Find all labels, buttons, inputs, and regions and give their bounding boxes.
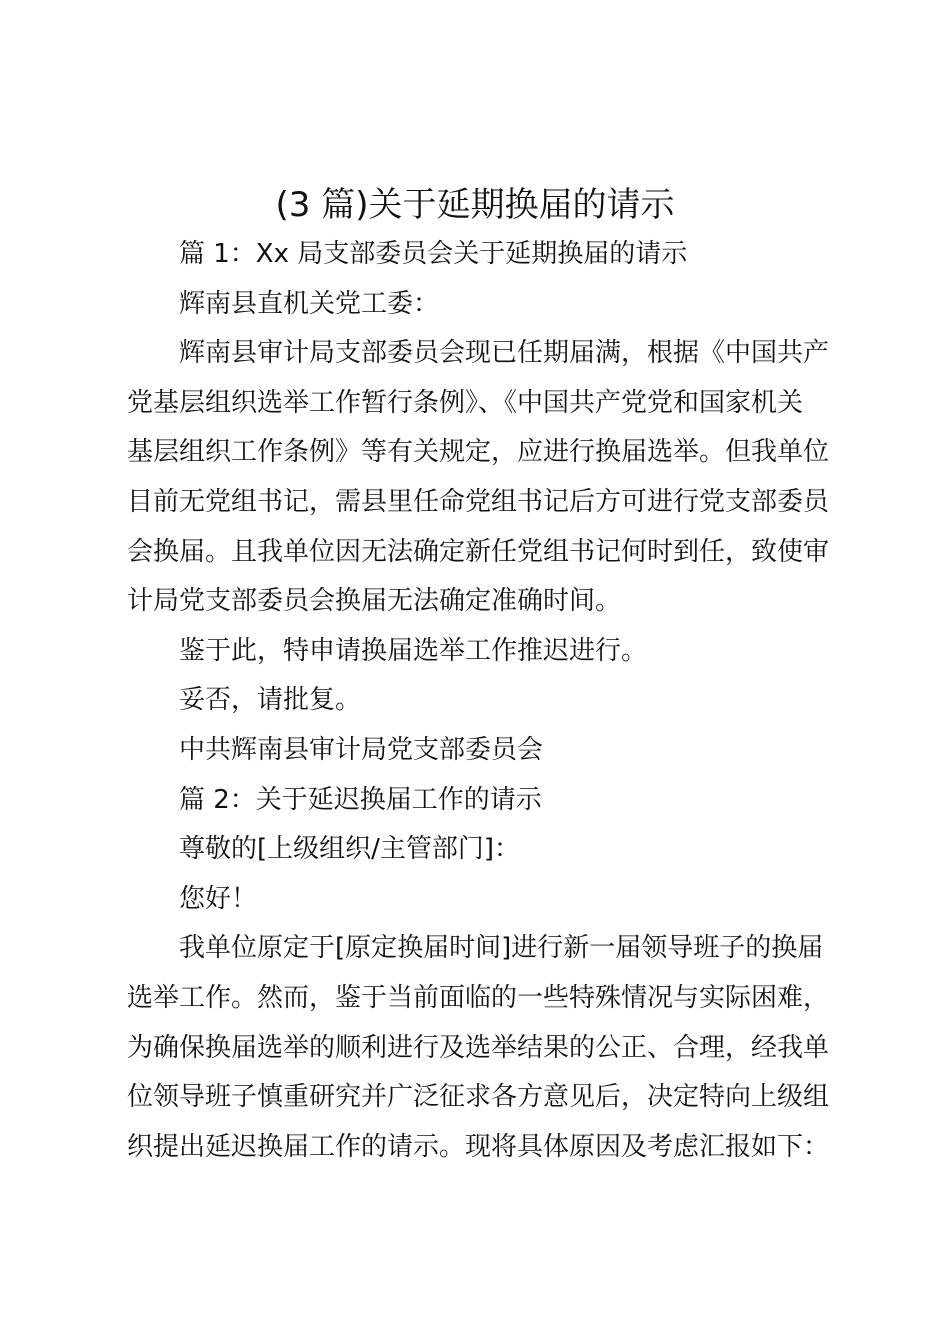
text-line: 党基层组织选举工作暂行条例》、《中国共产党党和国家机关 <box>127 387 804 418</box>
text-line: 基层组织工作条例》等有关规定，应进行换届选举。但我单位 <box>127 437 830 468</box>
paragraph-greeting <box>127 875 847 925</box>
text-line: 织提出延迟换届工作的请示。现将具体原因及考虑汇报如下： <box>127 1131 830 1162</box>
paragraph-closing <box>127 676 847 726</box>
text-line: 篇 2：关于延迟换届工作的请示 <box>179 784 542 815</box>
document-body <box>127 230 847 1172</box>
paragraph-body-1 <box>127 329 847 627</box>
text-line: 鉴于此，特申请换届选举工作推迟进行。 <box>179 635 648 666</box>
paragraph-part1-heading <box>127 230 847 280</box>
text-line: 尊敬的[上级组织/主管部门]： <box>179 834 521 865</box>
paragraph-body-2 <box>127 924 847 1172</box>
paragraph-request <box>127 627 847 677</box>
paragraph-addressee-1 <box>127 280 847 330</box>
text-line: 为确保换届选举的顺利进行及选举结果的公正、合理，经我单 <box>127 1032 830 1063</box>
text-line: 辉南县审计局支部委员会现已任期届满，根据《中国共产 <box>179 338 830 369</box>
text-line: 目前无党组书记，需县里任命党组书记后方可进行党支部委员 <box>127 486 830 517</box>
text-line: 位领导班子慎重研究并广泛征求各方意见后，决定特向上级组 <box>127 1082 830 1113</box>
text-line: 中共辉南县审计局党支部委员会 <box>179 734 544 765</box>
text-line: 计局党支部委员会换届无法确定准确时间。 <box>127 586 622 617</box>
paragraph-signature <box>127 726 847 776</box>
text-line: 选举工作。然而，鉴于当前面临的一些特殊情况与实际困难， <box>127 982 830 1013</box>
document-title: (3 篇)关于延期换届的请示 <box>275 185 675 225</box>
text-line: 会换届。且我单位因无法确定新任党组书记何时到任，致使审 <box>127 536 830 567</box>
paragraph-addressee-2 <box>127 825 847 875</box>
text-line: 我单位原定于[原定换届时间]进行新一届领导班子的换届 <box>179 933 824 964</box>
text-line: 妥否，请批复。 <box>179 685 362 716</box>
paragraph-part2-heading <box>127 776 847 826</box>
text-line: 您好！ <box>179 883 258 914</box>
text-line: 篇 1：Xx 局支部委员会关于延期换届的请示 <box>179 239 688 269</box>
text-line: 辉南县直机关党工委： <box>179 288 440 319</box>
